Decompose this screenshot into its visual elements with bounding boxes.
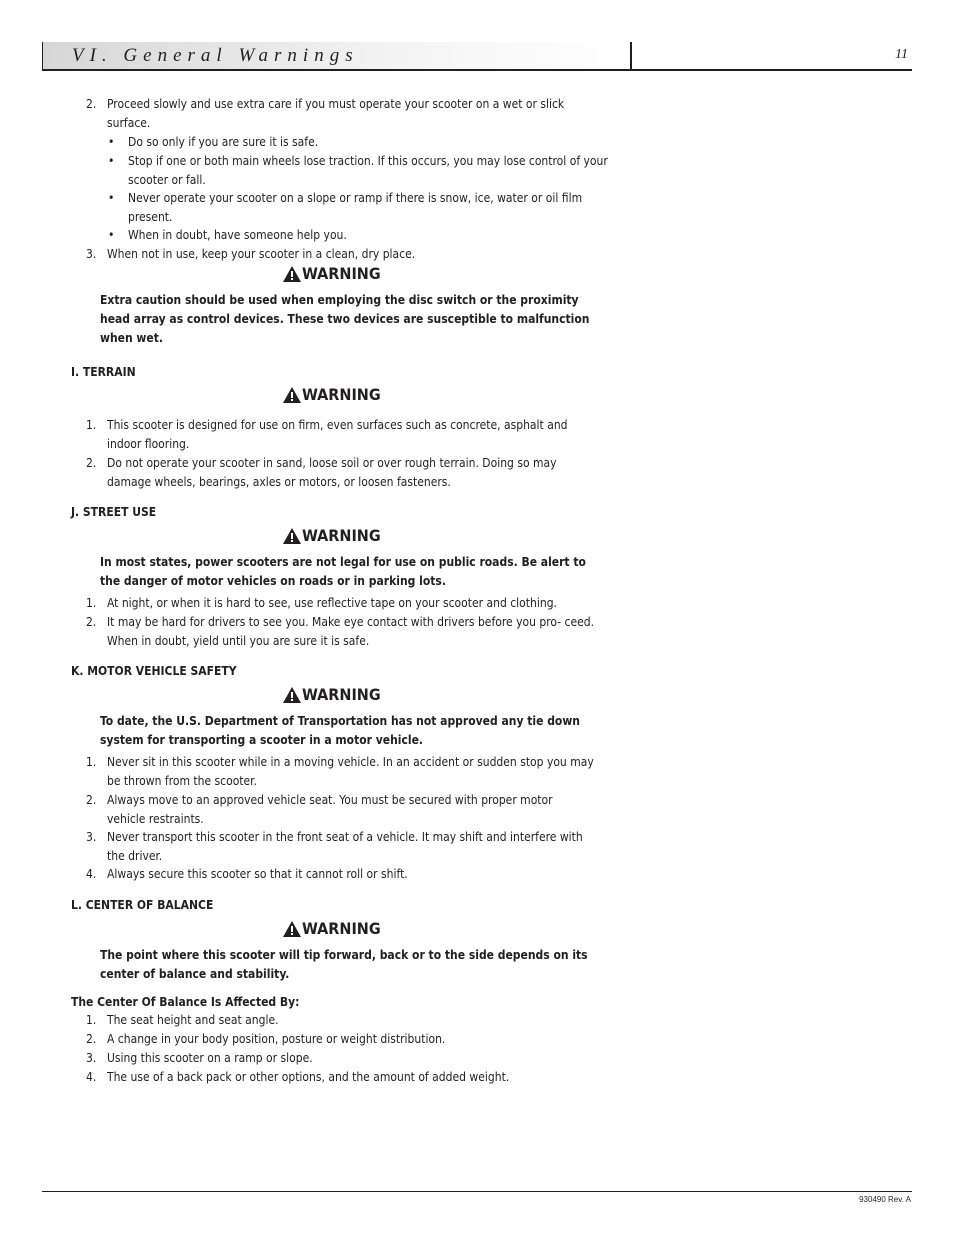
bullet-item: • Stop if one or both main wheels lose traction. If this occurs, you may lose control of your scooter or fall. [108, 154, 608, 187]
section-heading: J. STREET USE [71, 505, 157, 519]
warning-triangle-icon [283, 387, 301, 403]
warning-triangle-icon [283, 266, 301, 282]
header-rule [42, 69, 912, 71]
page-number: 11 [895, 47, 908, 62]
warning-triangle-icon [283, 528, 301, 544]
warning-text: In most states, power scooters are not legal for use on public roads. Be alert to the danger of motor vehicles on roads or in parking lots. [100, 555, 586, 588]
list-item: 4. The use of a back pack or other options, and the amount of added weight. [86, 1070, 510, 1084]
bullet-item: • When in doubt, have someone help you. [108, 228, 347, 242]
section-heading: K. MOTOR VEHICLE SAFETY [71, 664, 237, 678]
warning-label: WARNING [283, 527, 381, 545]
section-heading: L. CENTER OF BALANCE [71, 898, 214, 912]
subheading: The Center Of Balance Is Affected By: [71, 995, 300, 1009]
warning-text: Extra caution should be used when employing the disc switch or the proximity head array as control devices. These two devices are susceptible to malfunction when wet. [100, 293, 590, 345]
document-id: 930490 Rev. A [859, 1195, 911, 1204]
bullet-item: • Do so only if you are sure it is safe. [108, 135, 319, 149]
list-item: 2. A change in your body position, posture or weight distribution. [86, 1032, 446, 1046]
list-item: 3. When not in use, keep your scooter in a clean, dry place. [86, 247, 416, 261]
bullet-item: • Never operate your scooter on a slope or ramp if there is snow, ice, water or oil film present. [108, 191, 583, 224]
warning-label: WARNING [283, 686, 381, 704]
warning-label: WARNING [283, 386, 381, 404]
warning-triangle-icon [283, 687, 301, 703]
list-item: 3. Never transport this scooter in the front seat of a vehicle. It may shift and interfere with the driver. [86, 830, 583, 863]
list-item: 3. Using this scooter on a ramp or slope. [86, 1051, 313, 1065]
list-item: 1. This scooter is designed for use on firm, even surfaces such as concrete, asphalt and indoor flooring. [86, 418, 568, 451]
list-item: 4. Always secure this scooter so that it cannot roll or shift. [86, 867, 408, 881]
list-item: 1. The seat height and seat angle. [86, 1013, 279, 1027]
warning-triangle-icon [283, 921, 301, 937]
list-item: 1. At night, or when it is hard to see, use reflective tape on your scooter and clothing. [86, 596, 557, 610]
list-item: 2. Proceed slowly and use extra care if you must operate your scooter on a wet or slick surface. [86, 97, 565, 130]
warning-text: To date, the U.S. Department of Transportation has not approved any tie down system for transporting a scooter in a motor vehicle. [100, 714, 580, 747]
list-item: 2. Always move to an approved vehicle seat. You must be secured with proper motor vehicle restraints. [86, 793, 553, 826]
list-item: 2. Do not operate your scooter in sand, loose soil or over rough terrain. Doing so may damage wheels, bearings, axles or motors, or loosen fasteners. [86, 456, 557, 489]
warning-text: The point where this scooter will tip forward, back or to the side depends on its center of balance and stability. [100, 948, 588, 981]
header-divider [630, 42, 632, 70]
section-title: VI. General Warnings [72, 45, 359, 66]
warning-label: WARNING [283, 265, 381, 283]
list-item: 1. Never sit in this scooter while in a moving vehicle. In an accident or sudden stop you may be thrown from the scooter. [86, 755, 594, 788]
section-heading: I. TERRAIN [71, 365, 136, 379]
list-item: 2. It may be hard for drivers to see you. Make eye contact with drivers before you pro- ceed. When in doubt, yield until you are sure it is safe. [86, 615, 595, 648]
footer-rule [42, 1191, 912, 1192]
warning-label: WARNING [283, 920, 381, 938]
